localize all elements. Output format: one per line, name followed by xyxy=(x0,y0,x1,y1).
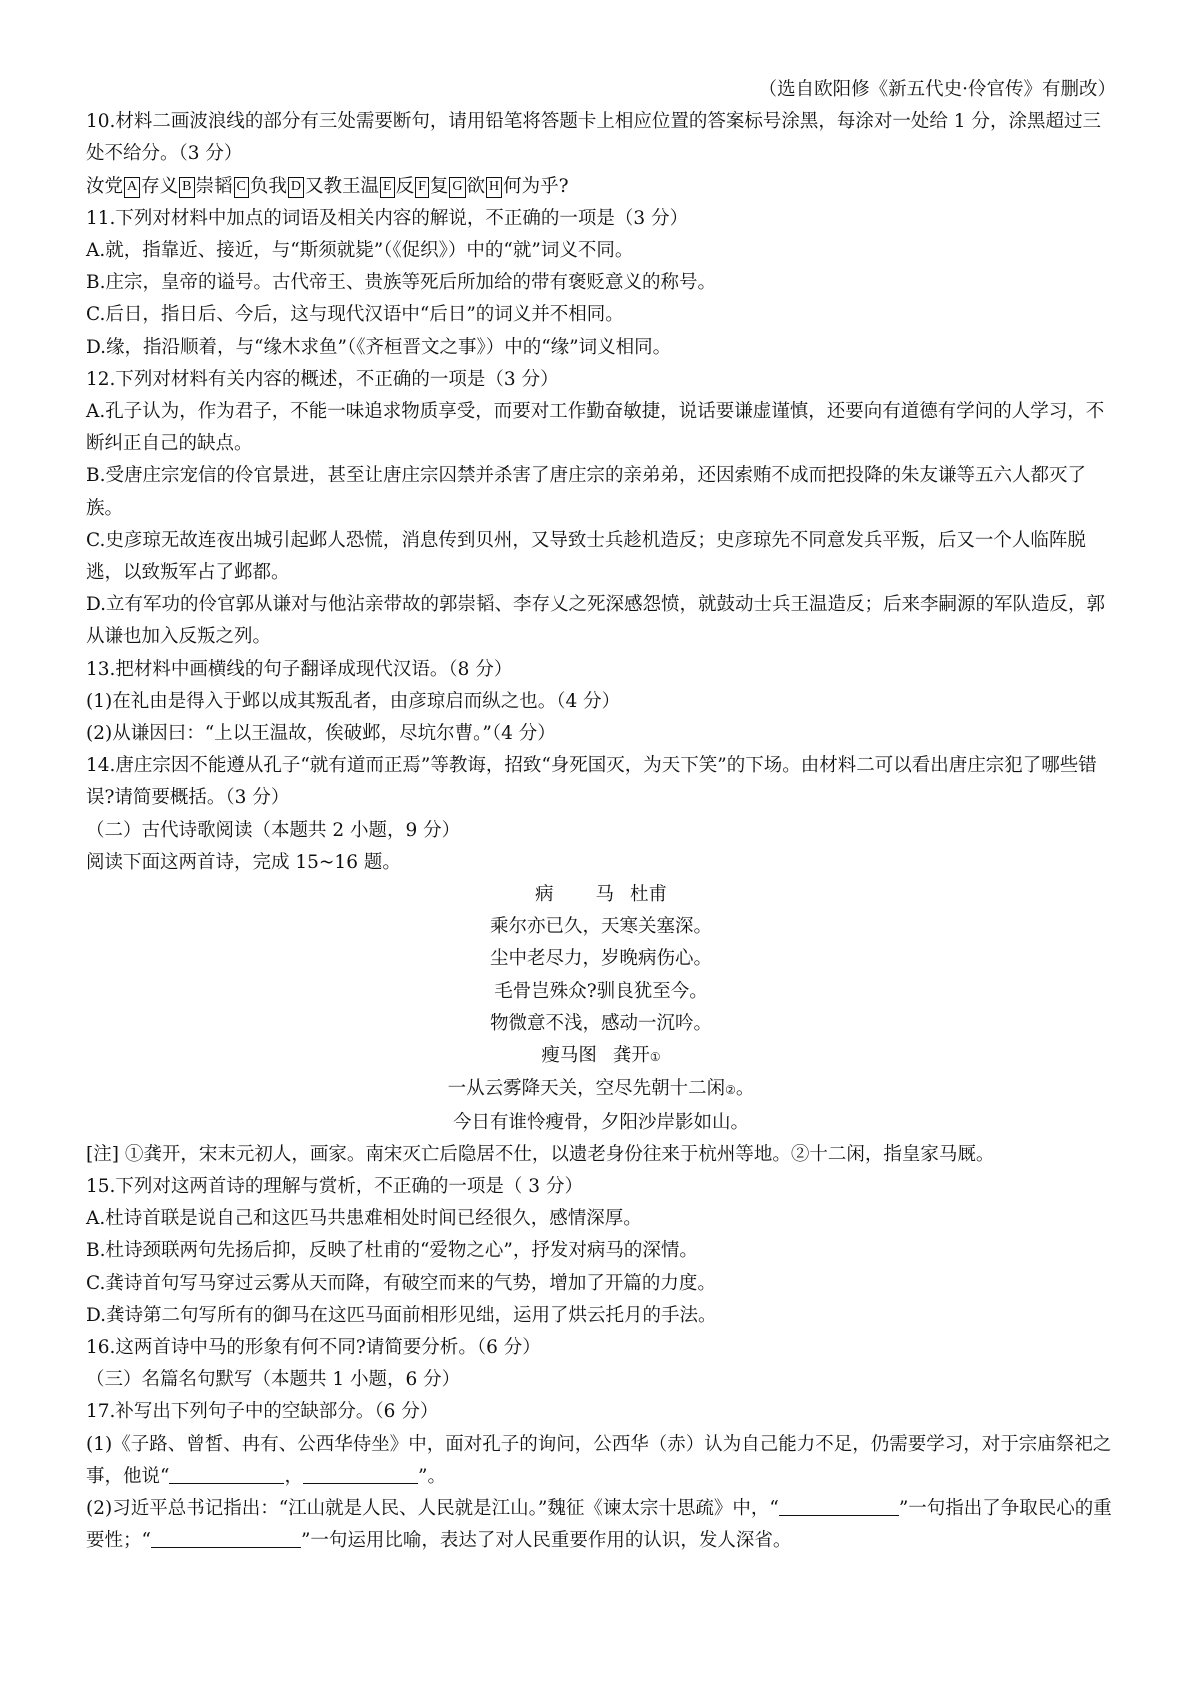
poem-1-line: 毛骨岂殊众?驯良犹至今。 xyxy=(494,980,708,1002)
q15-option-c: C.龚诗首句写马穿过云雾从天而降，有破空而来的气势，增加了开篇的力度。 xyxy=(86,1272,716,1294)
q10-segment: 汝党 xyxy=(86,175,124,197)
q17-stem: 17.补写出下列句子中的空缺部分。（6 分） xyxy=(86,1401,439,1423)
q10-segment: 复 xyxy=(429,175,449,197)
q17-item-2-text: (2)习近平总书记指出：“江山就是人民、人民就是江山。”魏征《谏太宗十思疏》中，“ xyxy=(86,1497,779,1519)
exam-page xyxy=(86,74,1116,1557)
q12-option-c: C.史彦琼无故连夜出城引起邺人恐慌，消息传到贝州，又导致士兵趁机造反；史彦琼先不同意发兵平叛，后又一个人临阵脱逃，以致叛军占了邺都。 xyxy=(86,529,1086,584)
q11-option-d: D.缘，指沿顺着，与“缘木求鱼”（《齐桓晋文之事》）中的“缘”词义相同。 xyxy=(86,336,672,358)
q11-option-b: B.庄宗，皇帝的谥号。古代帝王、贵族等死后所加给的带有褒贬意义的称号。 xyxy=(86,272,716,294)
q10-sentence xyxy=(86,171,1116,203)
q13-sentence-2: (2)从谦因曰：“上以王温故，俟破邺，尽坑尔曹。”（4 分） xyxy=(86,723,556,745)
q10-mark-d[interactable]: D xyxy=(288,177,304,198)
q10-segment: 欲 xyxy=(466,175,486,197)
poem-2-title-text: 瘦马图 xyxy=(541,1045,597,1067)
q11-stem: 11.下列对材料中加点的词语及相关内容的解说，不正确的一项是（3 分） xyxy=(86,207,689,229)
q12-stem: 12.下列对材料有关内容的概述，不正确的一项是（3 分） xyxy=(86,368,559,390)
poem-1-line: 物微意不浅，感动一沉吟。 xyxy=(489,1012,712,1034)
q10-mark-f[interactable]: F xyxy=(415,177,429,198)
answer-blank[interactable] xyxy=(151,1527,301,1548)
q10-segment: 存义 xyxy=(141,175,179,197)
q12-option-d: D.立有军功的伶官郭从谦对与他沾亲带故的郭崇韬、李存乂之死深感怨愤，就鼓动士兵王温造反；后来李嗣源的军队造反，郭从谦也加入反叛之列。 xyxy=(86,594,1106,648)
poem-2-line: 今日有谁怜瘦骨，夕阳沙岸影如山。 xyxy=(452,1111,749,1133)
q15-option-a: A.杜诗首联是说自己和这匹马共患难相处时间已经很久，感情深厚。 xyxy=(86,1208,642,1230)
poem-2-line-punct: 。 xyxy=(735,1078,755,1100)
q11-option-a: A.就，指靠近、接近，与“斯须就毙”（《促织》）中的“就”词义不同。 xyxy=(86,240,634,262)
answer-blank[interactable] xyxy=(779,1495,899,1516)
q15-stem: 15.下列对这两首诗的理解与赏析，不正确的一项是（ 3 分） xyxy=(86,1175,583,1197)
poem-1-title-char: 病 xyxy=(534,884,554,906)
q10-segment: 负我 xyxy=(249,175,287,197)
q17-item-2-text: ”一句运用比喻，表达了对人民重要作用的认识，发人深省。 xyxy=(300,1530,792,1552)
answer-blank[interactable] xyxy=(169,1463,284,1484)
q16-stem: 16.这两首诗中马的形象有何不同?请简要分析。（6 分） xyxy=(86,1336,541,1358)
q12-option-b: B.受唐庄宗宠信的伶官景进，甚至让唐庄宗囚禁并杀害了唐庄宗的亲弟弟，还因索贿不成而把投降的朱友谦等五六人都灭了族。 xyxy=(86,465,1086,519)
q17-item-1 xyxy=(86,1429,1116,1493)
q14-stem: 14.唐庄宗因不能遵从孔子“就有道而正焉”等教诲，招致“身死国灭，为天下笑”的下场。由材料二可以看出唐庄宗犯了哪些错误?请简要概括。（3 分） xyxy=(86,755,1097,809)
answer-blank[interactable] xyxy=(303,1463,418,1484)
poem-2-line xyxy=(86,1073,1116,1106)
q10-mark-e[interactable]: E xyxy=(380,177,395,198)
note-mark: ② xyxy=(725,1083,736,1098)
poem-2-author: 龚开 xyxy=(612,1045,650,1067)
q15-option-b: B.杜诗颈联两句先扬后抑，反映了杜甫的“爱物之心”，抒发对病马的深情。 xyxy=(86,1240,698,1262)
poem-notes: [注] ①龚开，宋末元初人，画家。南宋灭亡后隐居不仕，以遗老身份往来于杭州等地。②十二闲，指皇家马厩。 xyxy=(86,1143,995,1165)
q17-item-1-sep: ， xyxy=(284,1465,303,1487)
q10-segment: 又教王温 xyxy=(305,175,380,197)
q12-option-a: A.孔子认为，作为君子，不能一味追求物质享受，而要对工作勤奋敏捷，说话要谦虚谨慎，还要向有道德有学问的人学习，不断纠正自己的缺点。 xyxy=(86,401,1105,455)
q10-mark-g[interactable]: G xyxy=(449,177,465,198)
source-note: （选自欧阳修《新五代史·伶官传》有删改） xyxy=(758,79,1116,100)
section-3-heading: （三）名篇名句默写（本题共 1 小题，6 分） xyxy=(86,1369,461,1391)
section-2-heading: （二）古代诗歌阅读（本题共 2 小题，9 分） xyxy=(86,819,461,841)
q15-option-d: D.龚诗第二句写所有的御马在这匹马面前相形见绌，运用了烘云托月的手法。 xyxy=(86,1304,717,1326)
q10-stem: 10.材料二画波浪线的部分有三处需要断句，请用铅笔将答题卡上相应位置的答案标号涂黑，每涂对一处给 1 分，涂黑超过三处不给分。（3 分） xyxy=(86,111,1101,165)
note-mark: ① xyxy=(649,1050,661,1065)
q10-segment: 反 xyxy=(395,175,415,197)
section-2-intro: 阅读下面这两首诗，完成 15~16 题。 xyxy=(86,851,401,873)
q17-item-2-text: ”一句指出了争取民心的重要性；“ xyxy=(86,1497,1112,1552)
q17-item-1-text: (1)《子路、曾皙、冉有、公西华侍坐》中，面对孔子的询问，公西华（赤）认为自己能力不足，仍需要学习，对于宗庙祭祀之事，他说“ xyxy=(86,1433,1112,1487)
q10-mark-c[interactable]: C xyxy=(234,177,249,198)
q10-mark-h[interactable]: H xyxy=(486,177,502,198)
q17-item-2 xyxy=(86,1493,1116,1557)
q10-mark-a[interactable]: A xyxy=(124,177,140,198)
poem-2-title xyxy=(86,1040,1116,1073)
q17-item-1-end: ”。 xyxy=(417,1465,446,1487)
q11-option-c: C.后日，指日后、今后，这与现代汉语中“后日”的词义并不相同。 xyxy=(86,304,624,326)
poem-1-title xyxy=(86,879,1116,911)
poem-1-line: 乘尔亦已久，天寒关塞深。 xyxy=(489,916,712,938)
poem-1-line: 尘中老尽力，岁晚病伤心。 xyxy=(489,948,712,970)
q13-sentence-1: (1)在礼由是得入于邺以成其叛乱者，由彦琼启而纵之也。（4 分） xyxy=(86,690,621,712)
poem-1-title-char: 马 xyxy=(595,884,614,906)
q10-mark-b[interactable]: B xyxy=(179,177,194,198)
q10-segment: 崇韬 xyxy=(195,175,233,197)
poem-2-line-text: 一从云雾降天关，空尽先朝十二闲 xyxy=(447,1078,726,1100)
q10-segment: 何为乎? xyxy=(503,175,569,197)
q13-stem: 13.把材料中画横线的句子翻译成现代汉语。（8 分） xyxy=(86,658,513,680)
poem-1-author: 杜甫 xyxy=(630,884,668,906)
